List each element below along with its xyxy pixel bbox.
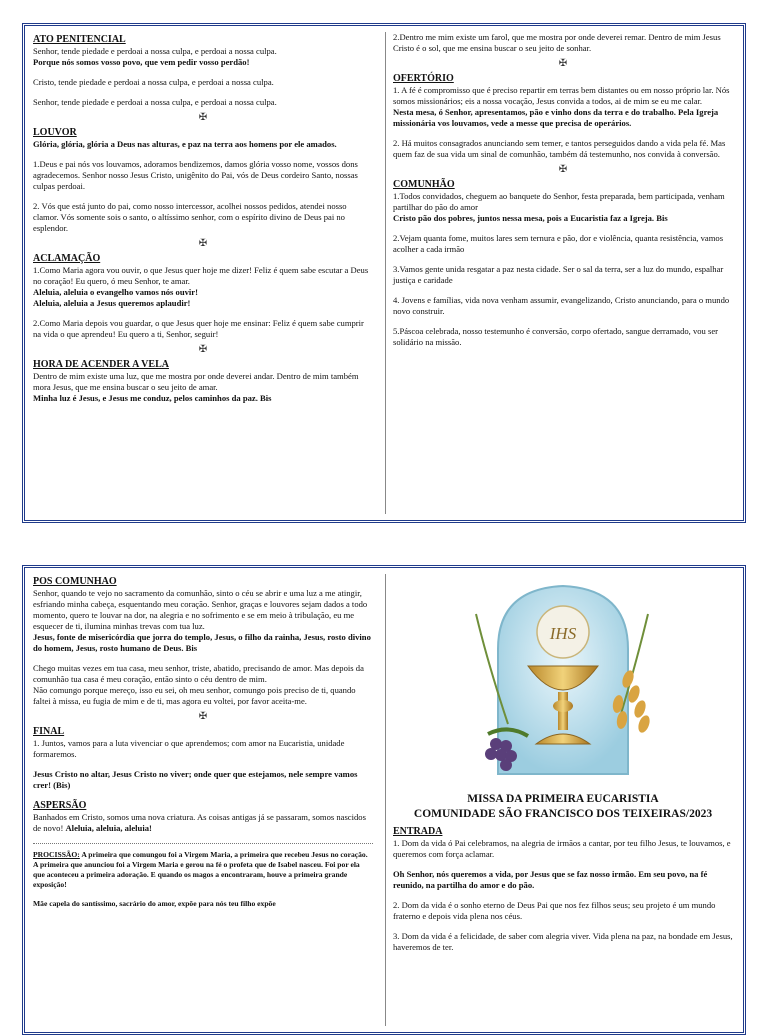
entrada-verse-3: 3. Dom da vida é a felicidade, de saber com alegria viver. Vida plena na paz, na bondade em Jesus, haveremos de ter. <box>393 931 733 952</box>
page2-right-column <box>393 574 733 962</box>
ofertorio-verse-1-block <box>393 85 733 129</box>
vela-verse-1: Dentro de mim existe uma luz, que me mostra por onde deverei andar. Dentro de mim também mora Jesus, que me ensina buscar o seu jeito de amar. <box>33 371 359 392</box>
aclamacao-verse-2: 2.Como Maria depois vou guardar, o que Jesus quer hoje me ensinar: Feliz é quem sabe cumprir na vida o que aprendeu! Eu quero a ti, Senhor, seguir! <box>33 318 364 339</box>
page1-left-column <box>33 32 373 413</box>
procissao-block <box>33 850 373 890</box>
leaflet-page-1 <box>22 23 746 523</box>
comunhao-verse-3: 3.Vamos gente unida resgatar a paz nesta cidade. Ser o sal da terra, ser a luz do mundo, espalhar justiça e caridade <box>393 264 724 285</box>
louvor-heading: LOUVOR <box>33 127 77 138</box>
procissao-text-2: Mãe capela do santíssimo, sacrário do amor, expõe para nós teu filho expõe <box>33 899 276 908</box>
cover-title: MISSA DA PRIMEIRA EUCARISTIA <box>467 793 659 805</box>
louvor-refrain: Glória, glória, glória a Deus nas alturas, e paz na terra aos homens por ele amados. <box>33 139 337 149</box>
entrada-heading: ENTRADA <box>393 826 443 837</box>
chalice-mark: ✠ <box>198 238 208 249</box>
column-divider <box>385 574 386 1026</box>
entrada-verse-1: 1. Dom da vida ó Pai celebramos, na alegria de irmãos a cantar, por teu filho Jesus, te louvamos, e queremos com força aclamar. <box>393 838 731 859</box>
section-separator <box>33 843 373 844</box>
comunhao-verse-2: 2.Vejam quanta fome, muitos lares sem ternura e pão, dor e violência, quanta resistência, vamos acolher a cada irmão <box>393 233 724 254</box>
final-heading: FINAL <box>33 726 65 737</box>
ato-line-2: Cristo, tende piedade e perdoai a nossa culpa, e perdoai a nossa culpa. <box>33 77 274 87</box>
aclamacao-verse-1-block <box>33 265 373 309</box>
aspersao-block <box>33 812 373 834</box>
comunhao-verse-5: 5.Páscoa celebrada, nosso testemunho é conversão, corpo ofertado, sangue derramado, vou ser solidário na missão. <box>393 326 719 347</box>
comunhao-heading: COMUNHÃO <box>393 179 455 190</box>
entrada-refrain: Oh Senhor, nós queremos a vida, por Jesus que se faz nosso irmão. Em seu povo, na fé reunido, na partilha do amor e do pão. <box>393 869 708 890</box>
ofertorio-refrain: Nesta mesa, ó Senhor, apresentamos, pão e vinho dons da terra e do trabalho. Pela Igreja missionária vos louvamos, vede a messe que precisa de operários. <box>393 107 719 128</box>
chalice-mark: ✠ <box>198 711 208 722</box>
comunhao-verse-1: 1.Todos convidados, cheguem ao banquete do Senhor, festa preparada, bem participada, venham partilhar do pão do amor <box>393 191 725 212</box>
procissao-heading: PROCISSÃO: <box>33 850 80 859</box>
aspersao-refrain: Aleluia, aleluia, aleluia! <box>65 823 152 833</box>
vela-heading: HORA DE ACENDER A VELA <box>33 359 169 370</box>
vela-verse-2: 2.Dentro me mim existe um farol, que me mostra por onde deverei remar. Dentro de mim Jesus Cristo é o sol, que me ensina buscar o seu jeito de sonhar. <box>393 32 721 53</box>
pos-verse-1-block <box>33 588 373 654</box>
aspersao-heading: ASPERSÃO <box>33 800 87 811</box>
ofertorio-verse-2: 2. Há muitos consagrados anunciando sem temer, e tantos perseguidos dando a vida pela fé. Mas quem faz de sua vida um sinal de comunhão, também dá testemunho, nos convida à conversão. <box>393 138 726 159</box>
pos-verse-2-block <box>33 663 373 707</box>
pos-verse-1: Senhor, quando te vejo no sacramento da comunhão, sinto o céu se abrir e uma luz a me atingir, esfriando minha cabeça, esquentando meu coração. Senhor, graças e louvores sejam dados a todo momento, quero te louvar na dor, na alegria e no sofrimento e se em meio à tribulação, eu me esquecer de ti, ilumina minhas trevas com tua luz. <box>33 588 368 631</box>
leaflet-page-2 <box>22 565 746 1035</box>
ihs-inscription: IHS <box>549 624 577 643</box>
ato-verse <box>33 46 373 68</box>
ofertorio-heading: OFERTÓRIO <box>393 73 454 84</box>
chalice-mark: ✠ <box>558 164 568 175</box>
entrada-verse-2: 2. Dom da vida é o sonho eterno de Deus Pai que nos fez filhos seus; seu projeto é um mundo fraterno e depois vida plena nos céus. <box>393 900 716 921</box>
pos-refrain: Jesus, fonte de misericórdia que jorra do templo, Jesus, o filho da rainha, Jesus, rosto divino do homem, Jesus, rosto humano de Deus. Bis <box>33 632 371 653</box>
page1-right-column <box>393 32 733 357</box>
comunhao-verse-4: 4. Jovens e famílias, vida nova venham assumir, evangelizando, Cristo anunciando, para o mundo novo construir. <box>393 295 730 316</box>
aclamacao-heading: ACLAMAÇÃO <box>33 253 101 264</box>
pos-verse-3: Não comungo porque mereço, isso eu sei, oh meu senhor, comungo pois preciso de ti, quando faltei à missa, eu fugia de mim e de ti, mas agora eu voltei, por favor aceita-me. <box>33 685 356 706</box>
comunhao-verse-1-block <box>393 191 733 224</box>
ato-line-3: Senhor, tende piedade e perdoai a nossa culpa, e perdoai a nossa culpa. <box>33 97 277 107</box>
aclamacao-refrain-2: Aleluia, aleluia a Jesus queremos aplaudir! <box>33 298 191 308</box>
final-refrain: Jesus Cristo no altar, Jesus Cristo no viver; onde quer que estejamos, nele sempre vamos crer! (Bis) <box>33 769 358 790</box>
aclamacao-refrain-1: Aleluia, aleluia o evangelho vamos nós ouvir! <box>33 287 198 297</box>
ato-penitencial-heading: ATO PENITENCIAL <box>33 34 126 45</box>
ato-refrain: Porque nós somos vosso povo, que vem pedir vosso perdão! <box>33 57 250 67</box>
pos-verse-2: Chego muitas vezes em tua casa, meu senhor, triste, abatido, precisando de amor. Mas depois da comunhão tua casa é meu coração, então sinto o céu dentro de mim. <box>33 663 364 684</box>
page2-left-column <box>33 574 373 918</box>
aclamacao-verse-1: 1.Como Maria agora vou ouvir, o que Jesus quer hoje me dizer! Feliz é quem sabe escutar a Deus no coração! Eu quero, ó meu Senhor, te amar. <box>33 265 369 286</box>
cover-title-block <box>393 792 733 822</box>
ato-line-1: Senhor, tende piedade e perdoai a nossa culpa, e perdoai a nossa culpa. <box>33 46 277 56</box>
vela-refrain: Minha luz é Jesus, e Jesus me conduz, pelos caminhos da paz. Bis <box>33 393 272 403</box>
chalice-mark: ✠ <box>198 112 208 123</box>
louvor-verse-1: 1.Deus e pai nós vos louvamos, adoramos bendizemos, damos glória vosso nome, vossos dons agradecemos. Senhor nosso Jesus Cristo, unigênito do Pai, vós de Deus cordeiro Santo, nossas culpas perdoai. <box>33 159 358 191</box>
chalice-mark: ✠ <box>198 344 208 355</box>
ofertorio-verse-1: 1. A fé é compromisso que é preciso repartir em terras bem distantes ou em nosso próprio lar. Nós somos missionários; eis a nossa vocação, Jesus convida a todos, ai de mim se eu me calar. <box>393 85 730 106</box>
louvor-verse-2: 2. Vós que está junto do pai, como nosso intercessor, acolhei nossos pedidos, atendei nosso clamor. Vós somente sois o santo, o altíssimo senhor, com o espírito divino de Deus pai no esplendor. <box>33 201 347 233</box>
cover-subtitle: COMUNIDADE SÃO FRANCISCO DOS TEIXEIRAS/2023 <box>413 808 713 820</box>
final-verse-1: 1. Juntos, vamos para a luta vivenciar o que aprendemos; com amor na Eucaristia, unidade formaremos. <box>33 738 345 759</box>
procissao-text: A primeira que comungou foi a Virgem Maria, a primeira que recebeu Jesus no coração. A primeira que anunciou foi a Virgem Maria e gerou na fé o profeta que de Isabel nasceu. Foi por ela que aconteceu a primeira adoração. E quando os magos a encontraram, houve a primeira grande exposição! <box>33 850 368 889</box>
aspersao-text: Banhados em Cristo, somos uma nova criatura. As coisas antigas já se passaram, somos nascidos de novo! <box>33 812 366 833</box>
chalice-illustration <box>458 574 668 784</box>
column-divider <box>385 32 386 514</box>
pos-comunhao-heading: POS COMUNHAO <box>33 576 117 587</box>
vela-verse-block <box>33 371 373 404</box>
comunhao-refrain: Cristo pão dos pobres, juntos nessa mesa, pois a Eucaristia faz a Igreja. Bis <box>393 213 668 223</box>
chalice-mark: ✠ <box>558 58 568 69</box>
